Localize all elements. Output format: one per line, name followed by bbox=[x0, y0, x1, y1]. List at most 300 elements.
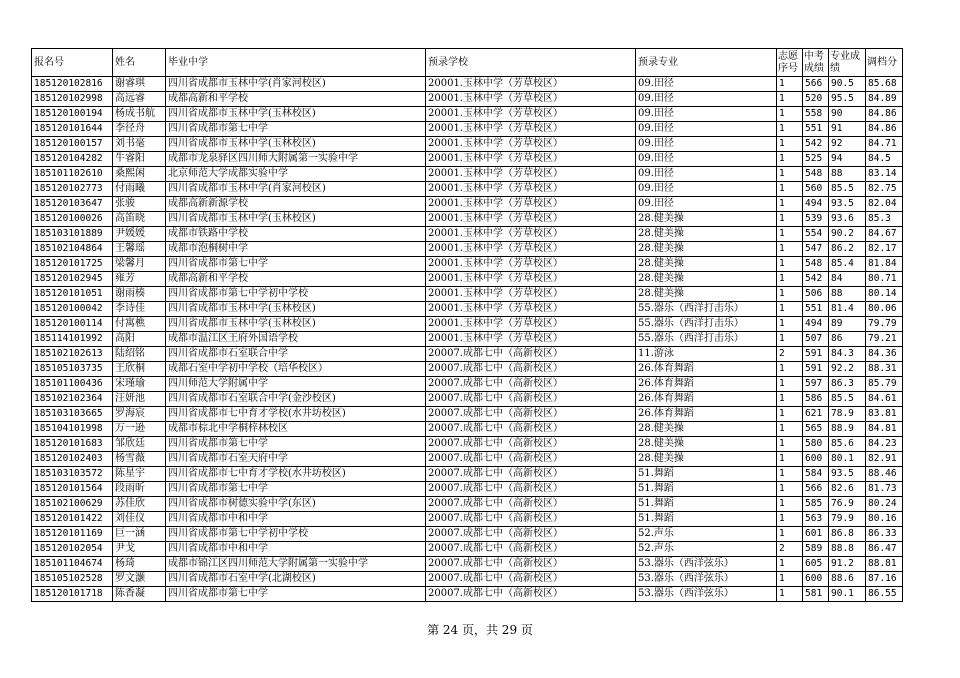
table-row bbox=[32, 272, 903, 287]
table-row bbox=[32, 137, 903, 152]
table-cell: 20007.成都七中（高新校区） bbox=[426, 392, 636, 407]
table-cell: 185120101051 bbox=[32, 287, 113, 302]
table-cell: 1 bbox=[777, 257, 803, 272]
table-cell: 28.健美操 bbox=[636, 242, 777, 257]
table-cell: 185101102610 bbox=[32, 167, 113, 182]
table-row bbox=[32, 167, 903, 182]
table-cell: 陈香凝 bbox=[113, 587, 166, 602]
table-cell: 81.84 bbox=[866, 257, 903, 272]
table-cell: 185102102364 bbox=[32, 392, 113, 407]
table-row bbox=[32, 332, 903, 347]
header-row bbox=[32, 49, 903, 77]
table-cell: 四川省成都市第七中学 bbox=[166, 257, 426, 272]
table-cell: 26.体育舞蹈 bbox=[636, 377, 777, 392]
table-cell: 20001.玉林中学（芳草校区） bbox=[426, 287, 636, 302]
table-cell: 09.田径 bbox=[636, 167, 777, 182]
table-cell: 28.健美操 bbox=[636, 437, 777, 452]
table-row bbox=[32, 197, 903, 212]
table-cell: 185120102816 bbox=[32, 77, 113, 92]
table-cell: 185120100114 bbox=[32, 317, 113, 332]
table-cell: 185120102998 bbox=[32, 92, 113, 107]
table-cell: 09.田径 bbox=[636, 197, 777, 212]
table-cell: 86.2 bbox=[829, 242, 866, 257]
table-cell: 95.5 bbox=[829, 92, 866, 107]
table-cell: 494 bbox=[803, 317, 829, 332]
table-cell: 185120100026 bbox=[32, 212, 113, 227]
table-cell: 陆绍铭 bbox=[113, 347, 166, 362]
header-cell: 中考成绩 bbox=[803, 49, 829, 77]
table-cell: 84.23 bbox=[866, 437, 903, 452]
table-cell: 566 bbox=[803, 482, 829, 497]
table-cell: 591 bbox=[803, 362, 829, 377]
table-cell: 88.9 bbox=[829, 422, 866, 437]
table-cell: 1 bbox=[777, 497, 803, 512]
table-cell: 80.1 bbox=[829, 452, 866, 467]
table-cell: 李诗佳 bbox=[113, 302, 166, 317]
table-cell: 尹戈 bbox=[113, 542, 166, 557]
table-cell: 邹欣廷 bbox=[113, 437, 166, 452]
table-row bbox=[32, 92, 903, 107]
table-cell: 1 bbox=[777, 587, 803, 602]
table-cell: 26.体育舞蹈 bbox=[636, 392, 777, 407]
table-cell: 四川师范大学附属中学 bbox=[166, 377, 426, 392]
table-cell: 88.8 bbox=[829, 542, 866, 557]
table-cell: 王馨瑶 bbox=[113, 242, 166, 257]
table-cell: 20001.玉林中学（芳草校区） bbox=[426, 257, 636, 272]
table-cell: 547 bbox=[803, 242, 829, 257]
table-cell: 28.健美操 bbox=[636, 227, 777, 242]
table-row bbox=[32, 482, 903, 497]
table-cell: 83.81 bbox=[866, 407, 903, 422]
table-cell: 91.2 bbox=[829, 557, 866, 572]
table-cell: 185120102945 bbox=[32, 272, 113, 287]
table-cell: 20001.玉林中学（芳草校区） bbox=[426, 152, 636, 167]
table-row bbox=[32, 542, 903, 557]
table-row bbox=[32, 152, 903, 167]
table-cell: 杨雪薇 bbox=[113, 452, 166, 467]
table-cell: 四川省成都市石室天府中学 bbox=[166, 452, 426, 467]
table-cell: 1 bbox=[777, 152, 803, 167]
table-cell: 28.健美操 bbox=[636, 212, 777, 227]
table-cell: 185120100194 bbox=[32, 107, 113, 122]
table-cell: 28.健美操 bbox=[636, 422, 777, 437]
table-row bbox=[32, 242, 903, 257]
table-cell: 90.1 bbox=[829, 587, 866, 602]
table-row bbox=[32, 497, 903, 512]
table-cell: 1 bbox=[777, 302, 803, 317]
table-cell: 1 bbox=[777, 182, 803, 197]
table-row bbox=[32, 287, 903, 302]
table-row bbox=[32, 392, 903, 407]
table-cell: 185103101889 bbox=[32, 227, 113, 242]
table-cell: 581 bbox=[803, 587, 829, 602]
table-cell: 20007.成都七中（高新校区） bbox=[426, 347, 636, 362]
table-row bbox=[32, 212, 903, 227]
table-cell: 88.81 bbox=[866, 557, 903, 572]
table-cell: 551 bbox=[803, 122, 829, 137]
table-cell: 1 bbox=[777, 452, 803, 467]
table-cell: 81.4 bbox=[829, 302, 866, 317]
table-cell: 79.21 bbox=[866, 332, 903, 347]
table-cell: 94 bbox=[829, 152, 866, 167]
table-cell: 90.5 bbox=[829, 77, 866, 92]
table-row bbox=[32, 347, 903, 362]
table-cell: 成都高新新源学校 bbox=[166, 197, 426, 212]
table-cell: 185120102773 bbox=[32, 182, 113, 197]
table-cell: 11.游泳 bbox=[636, 347, 777, 362]
header-cell: 专业成绩 bbox=[829, 49, 866, 77]
table-cell: 20001.玉林中学（芳草校区） bbox=[426, 212, 636, 227]
table-cell: 四川省成都市第七中学初中学校 bbox=[166, 287, 426, 302]
table-cell: 谢雨楱 bbox=[113, 287, 166, 302]
table-cell: 93.6 bbox=[829, 212, 866, 227]
header-cell: 调档分 bbox=[866, 49, 903, 77]
table-cell: 185120101725 bbox=[32, 257, 113, 272]
table-cell: 86.55 bbox=[866, 587, 903, 602]
table-cell: 1 bbox=[777, 527, 803, 542]
table-cell: 高远睿 bbox=[113, 92, 166, 107]
table-cell: 1 bbox=[777, 287, 803, 302]
table-cell: 四川省成都市中和中学 bbox=[166, 542, 426, 557]
table-row bbox=[32, 182, 903, 197]
table-cell: 四川省成都市第七中学初中学校 bbox=[166, 527, 426, 542]
table-cell: 巨一涵 bbox=[113, 527, 166, 542]
table-cell: 牛睿阳 bbox=[113, 152, 166, 167]
table-cell: 601 bbox=[803, 527, 829, 542]
table-cell: 成都市龙泉驿区四川师大附属第一实验中学 bbox=[166, 152, 426, 167]
table-cell: 09.田径 bbox=[636, 107, 777, 122]
table-cell: 85.5 bbox=[829, 392, 866, 407]
table-cell: 1 bbox=[777, 317, 803, 332]
table-row bbox=[32, 557, 903, 572]
table-cell: 20007.成都七中（高新校区） bbox=[426, 557, 636, 572]
table-cell: 80.06 bbox=[866, 302, 903, 317]
table-cell: 杨成书航 bbox=[113, 107, 166, 122]
table-row bbox=[32, 467, 903, 482]
table-cell: 51.舞蹈 bbox=[636, 512, 777, 527]
table-cell: 85.4 bbox=[829, 257, 866, 272]
table-cell: 86.3 bbox=[829, 377, 866, 392]
table-cell: 86.47 bbox=[866, 542, 903, 557]
table-cell: 成都市温江区王府外国语学校 bbox=[166, 332, 426, 347]
table-cell: 53.器乐（西洋弦乐） bbox=[636, 557, 777, 572]
table-cell: 565 bbox=[803, 422, 829, 437]
header-cell: 报名号 bbox=[32, 49, 113, 77]
table-cell: 成都市泡桐树中学 bbox=[166, 242, 426, 257]
table-cell: 1 bbox=[777, 137, 803, 152]
table-cell: 85.5 bbox=[829, 182, 866, 197]
table-cell: 20001.玉林中学（芳草校区） bbox=[426, 137, 636, 152]
table-cell: 20001.玉林中学（芳草校区） bbox=[426, 197, 636, 212]
table-cell: 84.67 bbox=[866, 227, 903, 242]
table-row bbox=[32, 77, 903, 92]
table-cell: 88 bbox=[829, 287, 866, 302]
table-cell: 88.46 bbox=[866, 467, 903, 482]
table-cell: 586 bbox=[803, 392, 829, 407]
table-cell: 185114101992 bbox=[32, 332, 113, 347]
table-cell: 185102104864 bbox=[32, 242, 113, 257]
table-cell: 26.体育舞蹈 bbox=[636, 407, 777, 422]
table-cell: 20007.成都七中（高新校区） bbox=[426, 362, 636, 377]
table-cell: 84 bbox=[829, 272, 866, 287]
table-cell: 汪妍池 bbox=[113, 392, 166, 407]
header-cell: 毕业中学 bbox=[166, 49, 426, 77]
table-cell: 585 bbox=[803, 497, 829, 512]
table-cell: 542 bbox=[803, 272, 829, 287]
table-cell: 566 bbox=[803, 77, 829, 92]
table-cell: 185103103572 bbox=[32, 467, 113, 482]
table-cell: 185120102403 bbox=[32, 452, 113, 467]
table-cell: 20001.玉林中学（芳草校区） bbox=[426, 77, 636, 92]
table-cell: 185120101644 bbox=[32, 122, 113, 137]
table-cell: 1 bbox=[777, 572, 803, 587]
table-cell: 四川省成都市玉林中学(玉林校区) bbox=[166, 107, 426, 122]
table-row bbox=[32, 407, 903, 422]
table-cell: 09.田径 bbox=[636, 77, 777, 92]
table-cell: 80.16 bbox=[866, 512, 903, 527]
table-cell: 52.声乐 bbox=[636, 542, 777, 557]
table-cell: 四川省成都市第七中学 bbox=[166, 587, 426, 602]
table-cell: 525 bbox=[803, 152, 829, 167]
table-cell: 四川省成都市树德实验中学(东区) bbox=[166, 497, 426, 512]
table-cell: 85.6 bbox=[829, 437, 866, 452]
table-cell: 605 bbox=[803, 557, 829, 572]
table-cell: 554 bbox=[803, 227, 829, 242]
table-cell: 四川省成都市玉林中学(玉林校区) bbox=[166, 212, 426, 227]
table-cell: 四川省成都市玉林中学(玉林校区) bbox=[166, 137, 426, 152]
table-cell: 1 bbox=[777, 77, 803, 92]
table-cell: 85.3 bbox=[866, 212, 903, 227]
table-cell: 1 bbox=[777, 212, 803, 227]
table-cell: 陈星宇 bbox=[113, 467, 166, 482]
table-cell: 81.73 bbox=[866, 482, 903, 497]
table-cell: 高阳 bbox=[113, 332, 166, 347]
table-cell: 82.75 bbox=[866, 182, 903, 197]
table-cell: 20001.玉林中学（芳草校区） bbox=[426, 332, 636, 347]
table-cell: 四川省成都市玉林中学(肖家河校区) bbox=[166, 77, 426, 92]
table-cell: 185120100157 bbox=[32, 137, 113, 152]
table-cell: 桑熙闲 bbox=[113, 167, 166, 182]
table-cell: 84.86 bbox=[866, 107, 903, 122]
table-row bbox=[32, 377, 903, 392]
table-cell: 580 bbox=[803, 437, 829, 452]
table-cell: 1 bbox=[777, 467, 803, 482]
table-cell: 1 bbox=[777, 407, 803, 422]
table-cell: 1 bbox=[777, 227, 803, 242]
table-cell: 185104101998 bbox=[32, 422, 113, 437]
table-cell: 28.健美操 bbox=[636, 452, 777, 467]
table-cell: 付寓樵 bbox=[113, 317, 166, 332]
header-cell: 姓名 bbox=[113, 49, 166, 77]
table-cell: 89 bbox=[829, 317, 866, 332]
admission-table bbox=[31, 48, 903, 602]
table-cell: 55.器乐（西洋打击乐） bbox=[636, 317, 777, 332]
table-cell: 558 bbox=[803, 107, 829, 122]
table-cell: 四川省成都市第七中学 bbox=[166, 122, 426, 137]
table-cell: 20007.成都七中（高新校区） bbox=[426, 377, 636, 392]
table-cell: 20007.成都七中（高新校区） bbox=[426, 482, 636, 497]
table-cell: 20007.成都七中（高新校区） bbox=[426, 542, 636, 557]
table-cell: 20007.成都七中（高新校区） bbox=[426, 572, 636, 587]
table-cell: 雍芳 bbox=[113, 272, 166, 287]
table-cell: 85.79 bbox=[866, 377, 903, 392]
table-cell: 万一逊 bbox=[113, 422, 166, 437]
table-cell: 1 bbox=[777, 167, 803, 182]
table-cell: 52.声乐 bbox=[636, 527, 777, 542]
table-cell: 86.8 bbox=[829, 527, 866, 542]
table-cell: 584 bbox=[803, 467, 829, 482]
table-cell: 185105102528 bbox=[32, 572, 113, 587]
table-cell: 621 bbox=[803, 407, 829, 422]
table-row bbox=[32, 257, 903, 272]
table-cell: 51.舞蹈 bbox=[636, 497, 777, 512]
table-cell: 560 bbox=[803, 182, 829, 197]
table-cell: 刘佳仪 bbox=[113, 512, 166, 527]
table-cell: 20001.玉林中学（芳草校区） bbox=[426, 122, 636, 137]
table-cell: 185102102613 bbox=[32, 347, 113, 362]
table-cell: 79.9 bbox=[829, 512, 866, 527]
table-cell: 600 bbox=[803, 572, 829, 587]
table-cell: 93.5 bbox=[829, 467, 866, 482]
table-cell: 548 bbox=[803, 257, 829, 272]
table-cell: 罗文灏 bbox=[113, 572, 166, 587]
table-body bbox=[32, 77, 903, 602]
table-cell: 四川省成都市第七中学 bbox=[166, 437, 426, 452]
table-cell: 四川省成都市七中育才学校(水井坊校区) bbox=[166, 407, 426, 422]
table-cell: 09.田径 bbox=[636, 182, 777, 197]
table-cell: 507 bbox=[803, 332, 829, 347]
table-cell: 1 bbox=[777, 242, 803, 257]
table-cell: 185101104674 bbox=[32, 557, 113, 572]
table-cell: 1 bbox=[777, 422, 803, 437]
table-cell: 1 bbox=[777, 107, 803, 122]
table-cell: 段雨昕 bbox=[113, 482, 166, 497]
table-cell: 84.5 bbox=[866, 152, 903, 167]
table-cell: 20007.成都七中（高新校区） bbox=[426, 422, 636, 437]
table-cell: 28.健美操 bbox=[636, 272, 777, 287]
table-cell: 548 bbox=[803, 167, 829, 182]
table-cell: 四川省成都市玉林中学(肖家河校区) bbox=[166, 182, 426, 197]
table-cell: 185120103647 bbox=[32, 197, 113, 212]
table-cell: 93.5 bbox=[829, 197, 866, 212]
table-cell: 四川省成都市七中育才学校(水井坊校区) bbox=[166, 467, 426, 482]
table-cell: 09.田径 bbox=[636, 137, 777, 152]
table-cell: 88.31 bbox=[866, 362, 903, 377]
table-cell: 91 bbox=[829, 122, 866, 137]
table-cell: 20007.成都七中（高新校区） bbox=[426, 512, 636, 527]
table-cell: 84.86 bbox=[866, 122, 903, 137]
table-cell: 185103103665 bbox=[32, 407, 113, 422]
table-cell: 28.健美操 bbox=[636, 257, 777, 272]
table-cell: 80.14 bbox=[866, 287, 903, 302]
table-cell: 86.33 bbox=[866, 527, 903, 542]
table-cell: 53.器乐（西洋弦乐） bbox=[636, 572, 777, 587]
table-cell: 185120101718 bbox=[32, 587, 113, 602]
table-cell: 51.舞蹈 bbox=[636, 467, 777, 482]
table-cell: 20007.成都七中（高新校区） bbox=[426, 527, 636, 542]
table-row bbox=[32, 227, 903, 242]
table-cell: 苏佳欣 bbox=[113, 497, 166, 512]
table-cell: 20007.成都七中（高新校区） bbox=[426, 407, 636, 422]
table-cell: 90.2 bbox=[829, 227, 866, 242]
table-cell: 84.89 bbox=[866, 92, 903, 107]
table-cell: 88 bbox=[829, 167, 866, 182]
table-cell: 185120101564 bbox=[32, 482, 113, 497]
table-cell: 成都高新和平学校 bbox=[166, 272, 426, 287]
header-cell: 预录专业 bbox=[636, 49, 777, 77]
table-cell: 2 bbox=[777, 542, 803, 557]
table-cell: 成都市铁路中学校 bbox=[166, 227, 426, 242]
table-row bbox=[32, 437, 903, 452]
table-cell: 185105103735 bbox=[32, 362, 113, 377]
table-cell: 563 bbox=[803, 512, 829, 527]
table-cell: 87.16 bbox=[866, 572, 903, 587]
table-cell: 185101100436 bbox=[32, 377, 113, 392]
table-row bbox=[32, 422, 903, 437]
table-cell: 1 bbox=[777, 392, 803, 407]
table-cell: 20001.玉林中学（芳草校区） bbox=[426, 272, 636, 287]
table-row bbox=[32, 302, 903, 317]
table-cell: 539 bbox=[803, 212, 829, 227]
table-cell: 付雨曦 bbox=[113, 182, 166, 197]
table-cell: 1 bbox=[777, 362, 803, 377]
table-cell: 20001.玉林中学（芳草校区） bbox=[426, 302, 636, 317]
table-cell: 92 bbox=[829, 137, 866, 152]
table-cell: 53.器乐（西洋弦乐） bbox=[636, 587, 777, 602]
table-cell: 四川省成都市玉林中学(玉林校区) bbox=[166, 317, 426, 332]
table-cell: 80.71 bbox=[866, 272, 903, 287]
table-row bbox=[32, 122, 903, 137]
table-cell: 成都市棕北中学桐梓林校区 bbox=[166, 422, 426, 437]
table-cell: 185102100629 bbox=[32, 497, 113, 512]
table-cell: 20007.成都七中（高新校区） bbox=[426, 467, 636, 482]
table-cell: 82.91 bbox=[866, 452, 903, 467]
table-cell: 四川省成都市石室联合中学(金沙校区) bbox=[166, 392, 426, 407]
table-cell: 成都市锦江区四川师范大学附属第一实验中学 bbox=[166, 557, 426, 572]
table-cell: 84.36 bbox=[866, 347, 903, 362]
table-cell: 2 bbox=[777, 347, 803, 362]
table-cell: 1 bbox=[777, 482, 803, 497]
table-cell: 20001.玉林中学（芳草校区） bbox=[426, 242, 636, 257]
table-cell: 80.24 bbox=[866, 497, 903, 512]
table-cell: 四川省成都市石室联合中学 bbox=[166, 347, 426, 362]
table-cell: 90 bbox=[829, 107, 866, 122]
table-cell: 20001.玉林中学（芳草校区） bbox=[426, 317, 636, 332]
table-cell: 79.79 bbox=[866, 317, 903, 332]
table-cell: 1 bbox=[777, 272, 803, 287]
table-cell: 杨琦 bbox=[113, 557, 166, 572]
table-row bbox=[32, 527, 903, 542]
table-cell: 四川省成都市第七中学 bbox=[166, 482, 426, 497]
table-cell: 1 bbox=[777, 557, 803, 572]
table-cell: 84.71 bbox=[866, 137, 903, 152]
table-cell: 李径舟 bbox=[113, 122, 166, 137]
table-cell: 1 bbox=[777, 332, 803, 347]
table-cell: 1 bbox=[777, 122, 803, 137]
header-cell: 预录学校 bbox=[426, 49, 636, 77]
table-cell: 1 bbox=[777, 512, 803, 527]
table-cell: 高笛晓 bbox=[113, 212, 166, 227]
table-cell: 55.器乐（西洋打击乐） bbox=[636, 332, 777, 347]
table-cell: 185120101169 bbox=[32, 527, 113, 542]
table-cell: 09.田径 bbox=[636, 122, 777, 137]
table-cell: 82.04 bbox=[866, 197, 903, 212]
table-cell: 86 bbox=[829, 332, 866, 347]
table-cell: 589 bbox=[803, 542, 829, 557]
table-cell: 185120101683 bbox=[32, 437, 113, 452]
table-cell: 84.61 bbox=[866, 392, 903, 407]
table-row bbox=[32, 587, 903, 602]
